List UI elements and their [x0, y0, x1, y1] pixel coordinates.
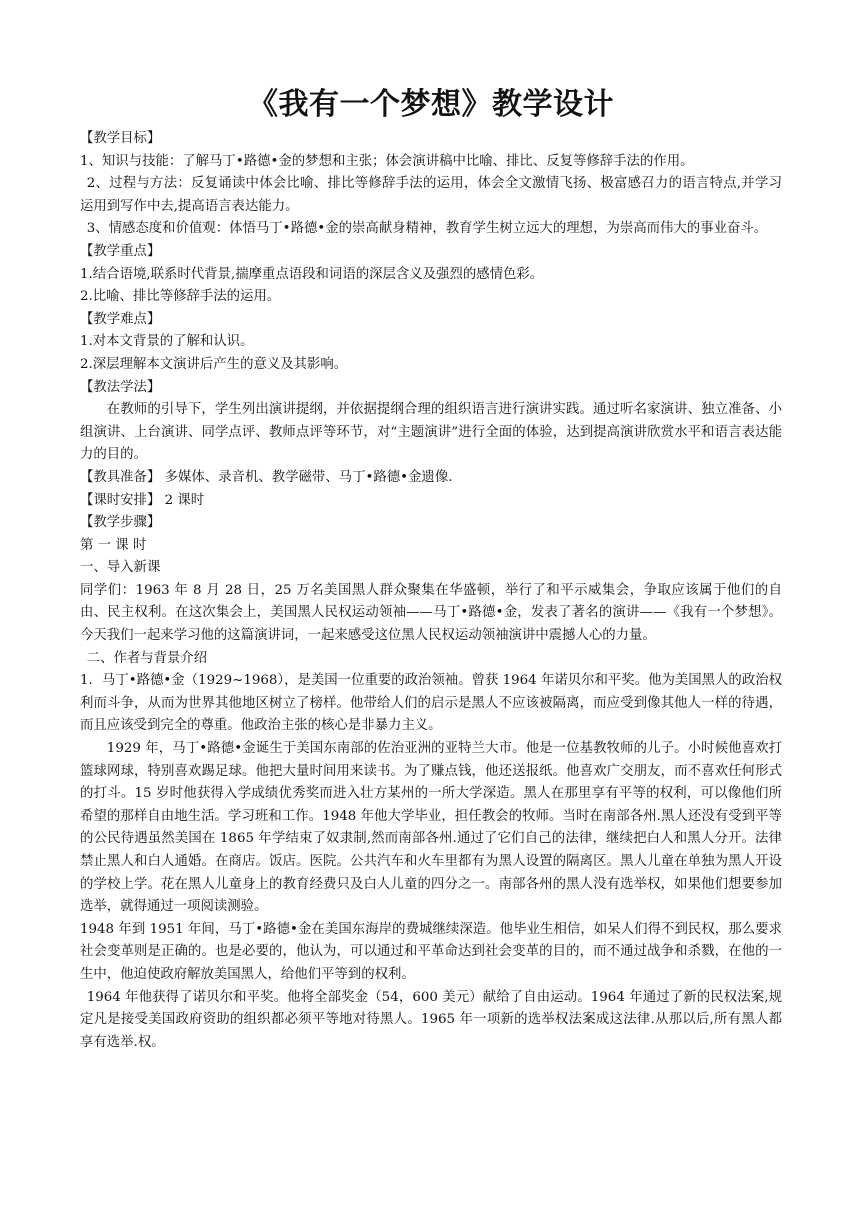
heading-key-points: 【教学重点】 [80, 243, 161, 259]
biography-paragraph-2: 1929 年，马丁•路德•金诞生于美国东南部的佐治亚洲的亚特兰大市。他是一位基教牧师的儿子。小时候他喜欢打篮球网球，特别喜欢踢足球。他把大量时间用来读书。为了赚点钱，他还送报纸。他喜欢广交朋友，而不喜欢任何形式的打斗。15 岁时他获得入学成绩优秀奖而进入壮方某州的一所大学深造。黑人在那里享有平等的权利，可以像他们所希望的那样自由地生活。学习班和工作。1948 年他大学毕业，担任教会的牧师。当时在南部各州.黑人还没有受到平等的公民待遇虽然美国在 1865 年学结束了奴隶制,然而南部各州.通过了它们自己的法律，继续把白人和黑人分开。法律禁止黑人和白人通婚。在商店。饭店。医院。公共汽车和火车里都有为黑人设置的隔离区。黑人儿童在单独为黑人开设的学校上学。花在黑人儿童身上的教育经费只及白人儿童的四分之一。南部各州的黑人没有选举权，如果他们想要参加选举，就得通过一项阅读测验。 [80, 741, 782, 915]
heading-teaching-method: 【教法学法】 [80, 379, 161, 395]
biography-paragraph-4: 1964 年他获得了诺贝尔和平奖。他将全部奖金（54，600 美元）献给了自由运动。1964 年通过了新的民权法案,规定凡是接受美国政府资助的组织都必须平等地对待黑人。1965 年一项新的选举权法案成这法律.从那以后,所有黑人都享有选举.权。 [80, 989, 782, 1050]
document-page [80, 86, 782, 1054]
part-two-heading: 二、作者与背景介绍 [86, 650, 208, 666]
biography-paragraph-1: 1．马丁•路德•金（1929~1968），是美国一位重要的政治领袖。曾获 1964 年诺贝尔和平奖。他为美国黑人的政治权利而斗争，从而为世界其他地区树立了榜样。他带给人们的启示是黑人不应该被隔离，而应受到像其他人一样的待遇，而且应该受到完全的尊重。他政治主张的核心是非暴力主义。 [80, 673, 782, 734]
teaching-method-body: 在教师的引导下，学生列出演讲提纲，并依据提纲合理的组织语言进行演讲实践。通过听名家演讲、独立准备、小组演讲、上台演讲、同学点评、教师点评等环节，对“主题演讲”进行全面的体验，达到提高演讲欣赏水平和语言表达能力的目的。 [80, 402, 782, 463]
goal-process-method: 2、过程与方法：反复诵读中体会比喻、排比等修辞手法的运用，体会全文激情飞扬、极富感召力的语言特点,并学习运用到写作中去,提高语言表达能力。 [80, 176, 782, 214]
heading-teaching-steps: 【教学步骤】 [80, 515, 161, 531]
difficult-point-1: 1.对本文背景的了解和认识。 [80, 334, 254, 350]
heading-difficult-points: 【教学难点】 [80, 311, 161, 327]
key-point-1: 1.结合语境,联系时代背景,揣摩重点语段和词语的深层含义及强烈的感情色彩。 [80, 266, 544, 282]
teaching-tools: 【教具准备】 多媒体、录音机、教学磁带、马丁•路德•金遗像. [80, 469, 453, 485]
page-title: 《我有一个梦想》教学设计 [248, 87, 614, 122]
part-one-heading: 一、导入新课 [80, 560, 161, 576]
key-point-2: 2.比喻、排比等修辞手法的运用。 [80, 289, 281, 305]
intro-paragraph: 同学们：1963 年 8 月 28 日，25 万名美国黑人群众聚集在华盛顿，举行了和平示威集会，争取应该属于他们的自由、民主权利。在这次集会上，美国黑人民权运动领袖——马丁•路德•金，发表了著名的演讲——《我有一个梦想》。今天我们一起来学习他的这篇演讲词，一起来感受这位黑人民权运动领袖演讲中震撼人心的力量。 [80, 582, 782, 644]
goal-emotion-values: 3、情感态度和价值观：体悟马丁•路德•金的崇高献身精神，教育学生树立远大的理想，为崇高而伟大的事业奋斗。 [86, 221, 768, 237]
biography-paragraph-3: 1948 年到 1951 年间，马丁•路德•金在美国东海岸的费城继续深造。他毕业生相信，如呆人们得不到民权，那么要求社会变革则是正确的。也是必要的，他认为，可以通过和平革命达到社会变革的目的，而不通过战争和杀戮，在他的一生中，他迫使政府解放美国黑人，给他们平等到的权利。 [80, 921, 782, 982]
heading-teaching-goals: 【教学目标】 [80, 131, 161, 146]
class-schedule: 【课时安排】 2 课时 [80, 492, 205, 508]
goal-knowledge-skills: 1、知识与技能：了解马丁•路德•金的梦想和主张；体会演讲稿中比喻、排比、反复等修辞手法的作用。 [80, 153, 694, 169]
difficult-point-2: 2.深层理解本文演讲后产生的意义及其影响。 [80, 356, 348, 372]
lesson-one-label: 第 一 课 时 [80, 537, 147, 553]
